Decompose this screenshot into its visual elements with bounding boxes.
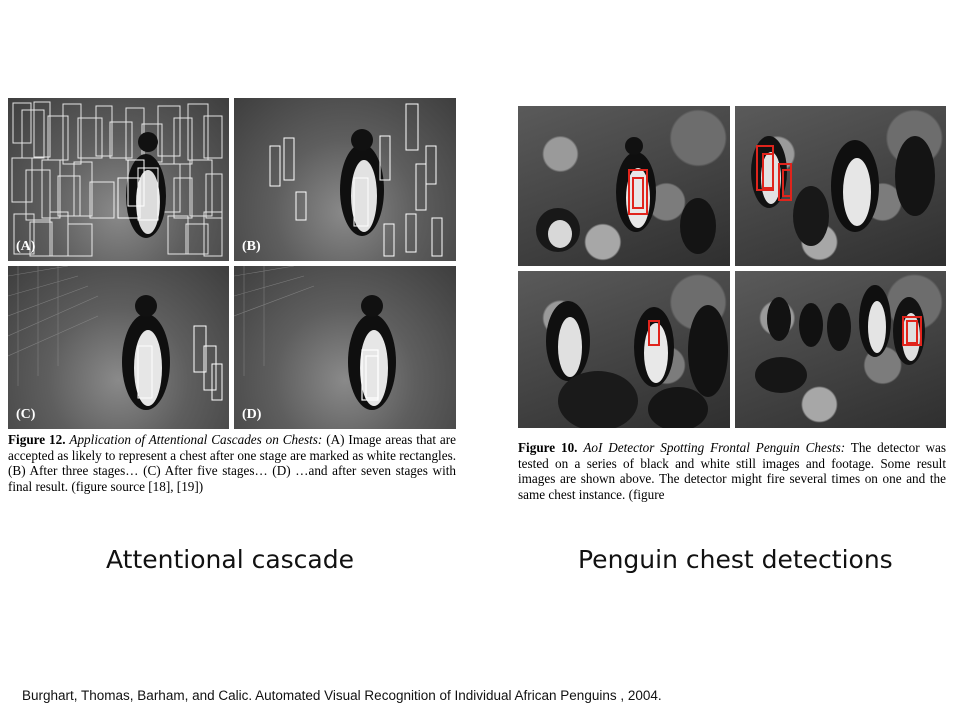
right-figure-label: Penguin chest detections [578, 545, 893, 574]
left-figure-grid [8, 98, 456, 429]
left-figure-caption [8, 432, 456, 494]
left-figure [4, 94, 462, 526]
panel-b-image [234, 98, 456, 261]
right-figure [514, 102, 950, 516]
right-caption-label: Figure 10. [518, 440, 578, 455]
panel-d-image [234, 266, 456, 429]
panel-label-b: (B) [242, 239, 261, 254]
citation-text: Burghart, Thomas, Barham, and Calic. Automated Visual Recognition of Individual African Penguins , 2004. [22, 688, 662, 703]
left-caption-title: Application of Attentional Cascades on Chests: [69, 432, 323, 447]
panel-a-image [8, 98, 229, 261]
detection-image-1 [518, 106, 730, 266]
panel-c-image [8, 266, 229, 429]
panel-label-a: (A) [16, 239, 36, 254]
cascade-stage-7-overlay [234, 266, 456, 429]
left-caption-label: Figure 12. [8, 432, 66, 447]
right-caption-body: The detector was tested on a series of black and white still images and footage. Some result images are shown above. The detector might fire several times on one and the same chest instance. (figure [518, 440, 946, 502]
detection-overlay-1 [518, 106, 730, 266]
cascade-stage-1-overlay [8, 98, 229, 261]
panel-label-c: (C) [16, 407, 36, 422]
right-figure-grid [518, 106, 946, 428]
right-figure-caption [518, 440, 946, 502]
cascade-stage-3-overlay [234, 98, 456, 261]
left-figure-label: Attentional cascade [106, 545, 354, 574]
detection-overlay-3 [518, 271, 730, 428]
detection-image-3 [518, 271, 730, 428]
cascade-stage-5-overlay [8, 266, 229, 429]
detection-overlay-4 [735, 271, 946, 428]
right-caption-title: AoI Detector Spotting Frontal Penguin Chests: [583, 440, 846, 455]
panel-label-d: (D) [242, 407, 262, 422]
detection-image-2 [735, 106, 946, 266]
detection-overlay-2 [735, 106, 946, 266]
detection-image-4 [735, 271, 946, 428]
left-caption-body: (A) Image areas that are accepted as likely to represent a chest after one stage are marked as white rectangles. (B) After three stages… (C) After five stages… (D) …and after seven stages with final result. (figure source [18], [19]) [8, 432, 457, 494]
